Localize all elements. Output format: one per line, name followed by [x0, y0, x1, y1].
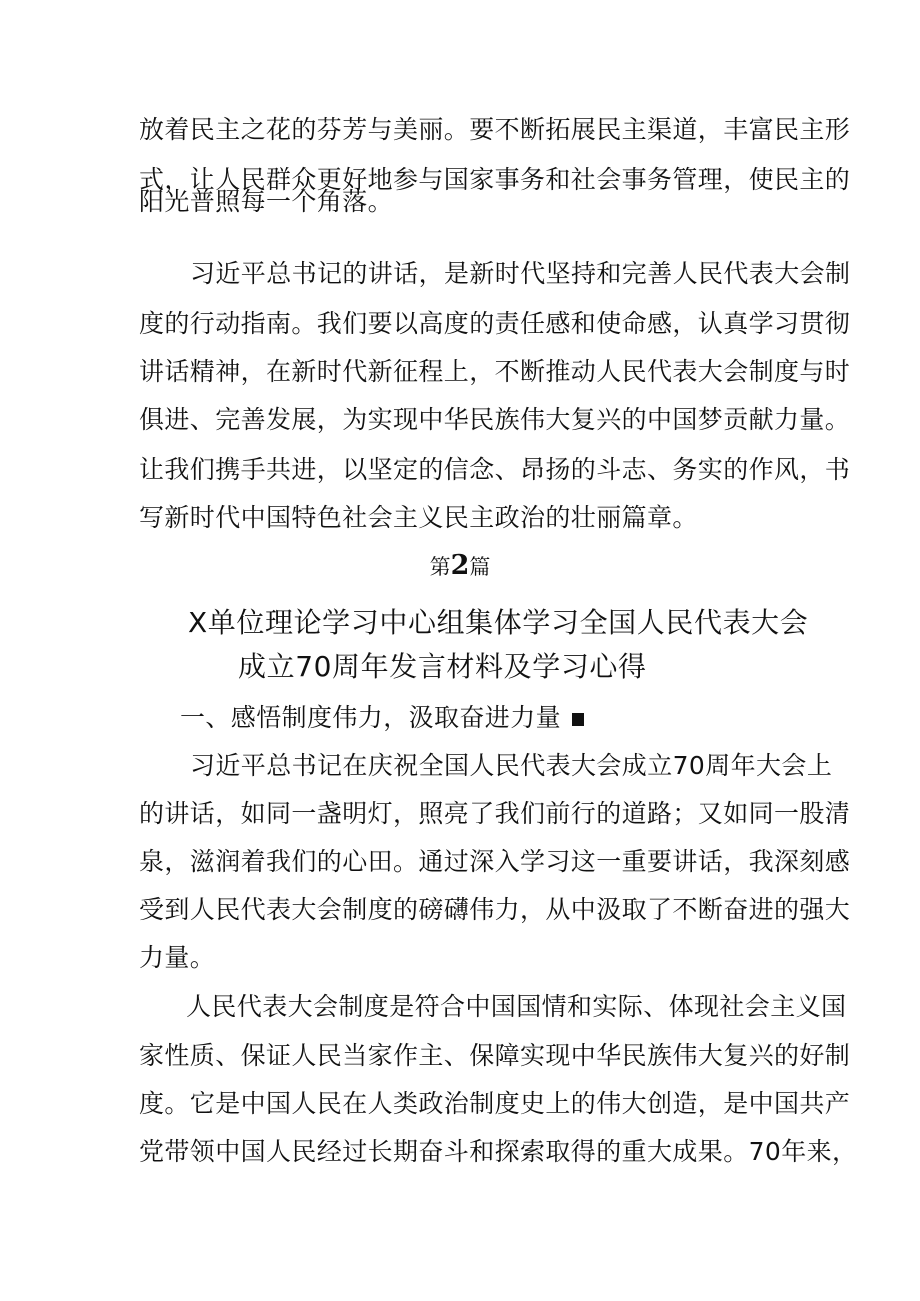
body-text-line: 式，让人民群众更好地参与国家事务和社会事务管理，使民主的	[139, 165, 851, 194]
body-text-line: 受到人民代表大会制度的磅礴伟力，从中汲取了不断奋进的强大	[139, 895, 851, 924]
body-text-line: 泉，滋润着我们的心田。通过深入学习这一重要讲话，我深刻感	[139, 847, 851, 876]
body-text-line: 力量。	[139, 943, 216, 972]
body-text-line: 阳光普照每一个角落。	[139, 187, 394, 216]
section-label	[0, 552, 920, 581]
body-text-line: 的讲话，如同一盏明灯，照亮了我们前行的道路；又如同一股清	[139, 799, 851, 828]
section-label-prefix: 第	[429, 555, 451, 579]
body-text-line: 俱进、完善发展，为实现中华民族伟大复兴的中国梦贡献力量。	[139, 405, 851, 434]
body-text-line: 让我们携手共进，以坚定的信念、昂扬的斗志、务实的作风，书	[139, 455, 851, 484]
section-heading-text: 一、感悟制度伟力，汲取奋进力量	[180, 703, 562, 732]
body-text-line: 党带领中国人民经过长期奋斗和探索取得的重大成果。70年来，	[139, 1137, 858, 1166]
section-label-suffix: 篇	[469, 555, 491, 579]
body-text-line: 讲话精神，在新时代新征程上，不断推动人民代表大会制度与时	[139, 357, 851, 386]
document-title-line-1: X单位理论学习中心组集体学习全国人民代表大会	[188, 606, 809, 639]
body-text-line: 人民代表大会制度是符合中国国情和实际、体现社会主义国	[186, 992, 847, 1021]
body-text-line: 习近平总书记在庆祝全国人民代表大会成立70周年大会上	[190, 751, 833, 780]
body-text-line: 家性质、保证人民当家作主、保障实现中华民族伟大复兴的好制	[139, 1041, 851, 1070]
body-text-line: 度。它是中国人民在人类政治制度史上的伟大创造，是中国共产	[139, 1089, 851, 1118]
section-label-number: 2	[450, 550, 470, 581]
body-text-line: 放着民主之花的芬芳与美丽。要不断拓展民主渠道，丰富民主形	[139, 115, 851, 144]
body-text-line: 度的行动指南。我们要以高度的责任感和使命感，认真学习贯彻	[139, 309, 851, 338]
section-heading	[180, 703, 584, 733]
square-bullet-icon	[572, 713, 584, 726]
document-title-line-2: 成立70周年发言材料及学习心得	[238, 650, 647, 683]
body-text-line: 写新时代中国特色社会主义民主政治的壮丽篇章。	[139, 503, 698, 532]
body-text-line: 习近平总书记的讲话，是新时代坚持和完善人民代表大会制	[190, 259, 851, 288]
